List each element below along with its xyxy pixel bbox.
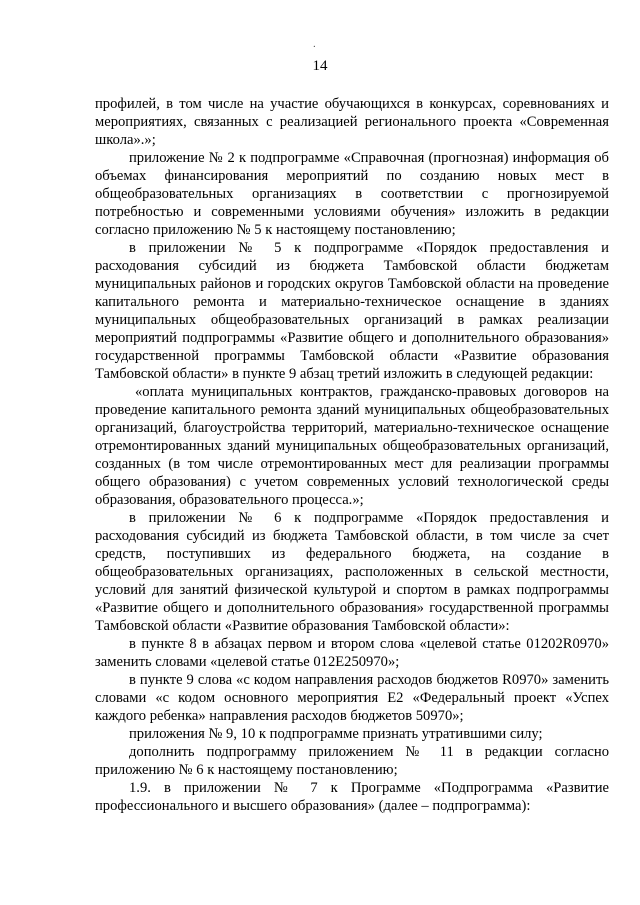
paragraph-appendices-9-10: приложения № 9, 10 к подпрограмме признать утратившими силу; (129, 726, 543, 742)
paragraph-point-9: в пункте 9 слова «с кодом направления расходов бюджетов R0970» заменить словами «с кодом основного мероприятия E2 «Федеральный проект «Успех каждого ребенка» направления расходов бюджетов 50970»; (95, 672, 609, 724)
paragraph-appendix-2: приложение № 2 к подпрограмме «Справочная (прогнозная) информация об объемах финансирования мероприятий по созданию новых мест в общеобразовательных организациях в соответствии с прогнозируемой потребностью и современными условиями обучения» изложить в редакции согласно приложению № 5 к настоящему постановлению; (95, 150, 609, 238)
paragraph-appendix-5: в приложении № 5 к подпрограмме «Порядок предоставления и расходования субсидий из бюджета Тамбовской области бюджетам муниципальных районов и городских округов Тамбовской области на проведение капитального ремонта и материально-техническое оснащение в зданиях муниципальных общеобразовательных организаций в рамках реализации мероприятий подпрограммы «Развитие общего и дополнительного образования» государственной программы Тамбовской области «Развитие образования Тамбовской области» в пункте 9 абзац третий изложить в следующей редакции: (95, 240, 609, 382)
page-number: 14 (312, 58, 328, 74)
document-body (95, 95, 609, 815)
paragraph-appendix-11: дополнить подпрограмму приложением № 11 в редакции согласно приложению № 6 к настоящему постановлению; (95, 744, 609, 778)
scan-mark: . (313, 38, 316, 50)
paragraph-point-8: в пункте 8 в абзацах первом и втором слова «целевой статье 01202R0970» заменить словами «целевой статье 012E250970»; (95, 636, 609, 670)
paragraph-item-1-9: 1.9. в приложении № 7 к Программе «Подпрограмма «Развитие профессионального и высшего образования» (далее – подпрограмма): (95, 780, 609, 814)
paragraph-continuation: профилей, в том числе на участие обучающихся в конкурсах, соревнованиях и мероприятиях, связанных с реализацией регионального проекта «Современная школа».»; (95, 96, 609, 148)
paragraph-appendix-6: в приложении № 6 к подпрограмме «Порядок предоставления и расходования субсидий из бюджета Тамбовской области, в том числе за счет средств, поступивших из федерального бюджета, на создание в общеобразовательных организациях, расположенных в сельской местности, условий для занятий физической культурой и спортом в рамках подпрограммы «Развитие общего и дополнительного образования» государственной программы Тамбовской области «Развитие образования Тамбовской области»: (95, 510, 609, 634)
paragraph-quoted-payment: «оплата муниципальных контрактов, гражданско-правовых договоров на проведение капитального ремонта зданий муниципальных общеобразовательных организаций, благоустройства территорий, материально-техническое оснащение отремонтированных зданий муниципальных общеобразовательных организаций, созданных (в том числе отремонтированных мест для реализации программы общего образования) с учетом современных условий технологической среды образования, образовательного процесса.»; (95, 384, 609, 508)
